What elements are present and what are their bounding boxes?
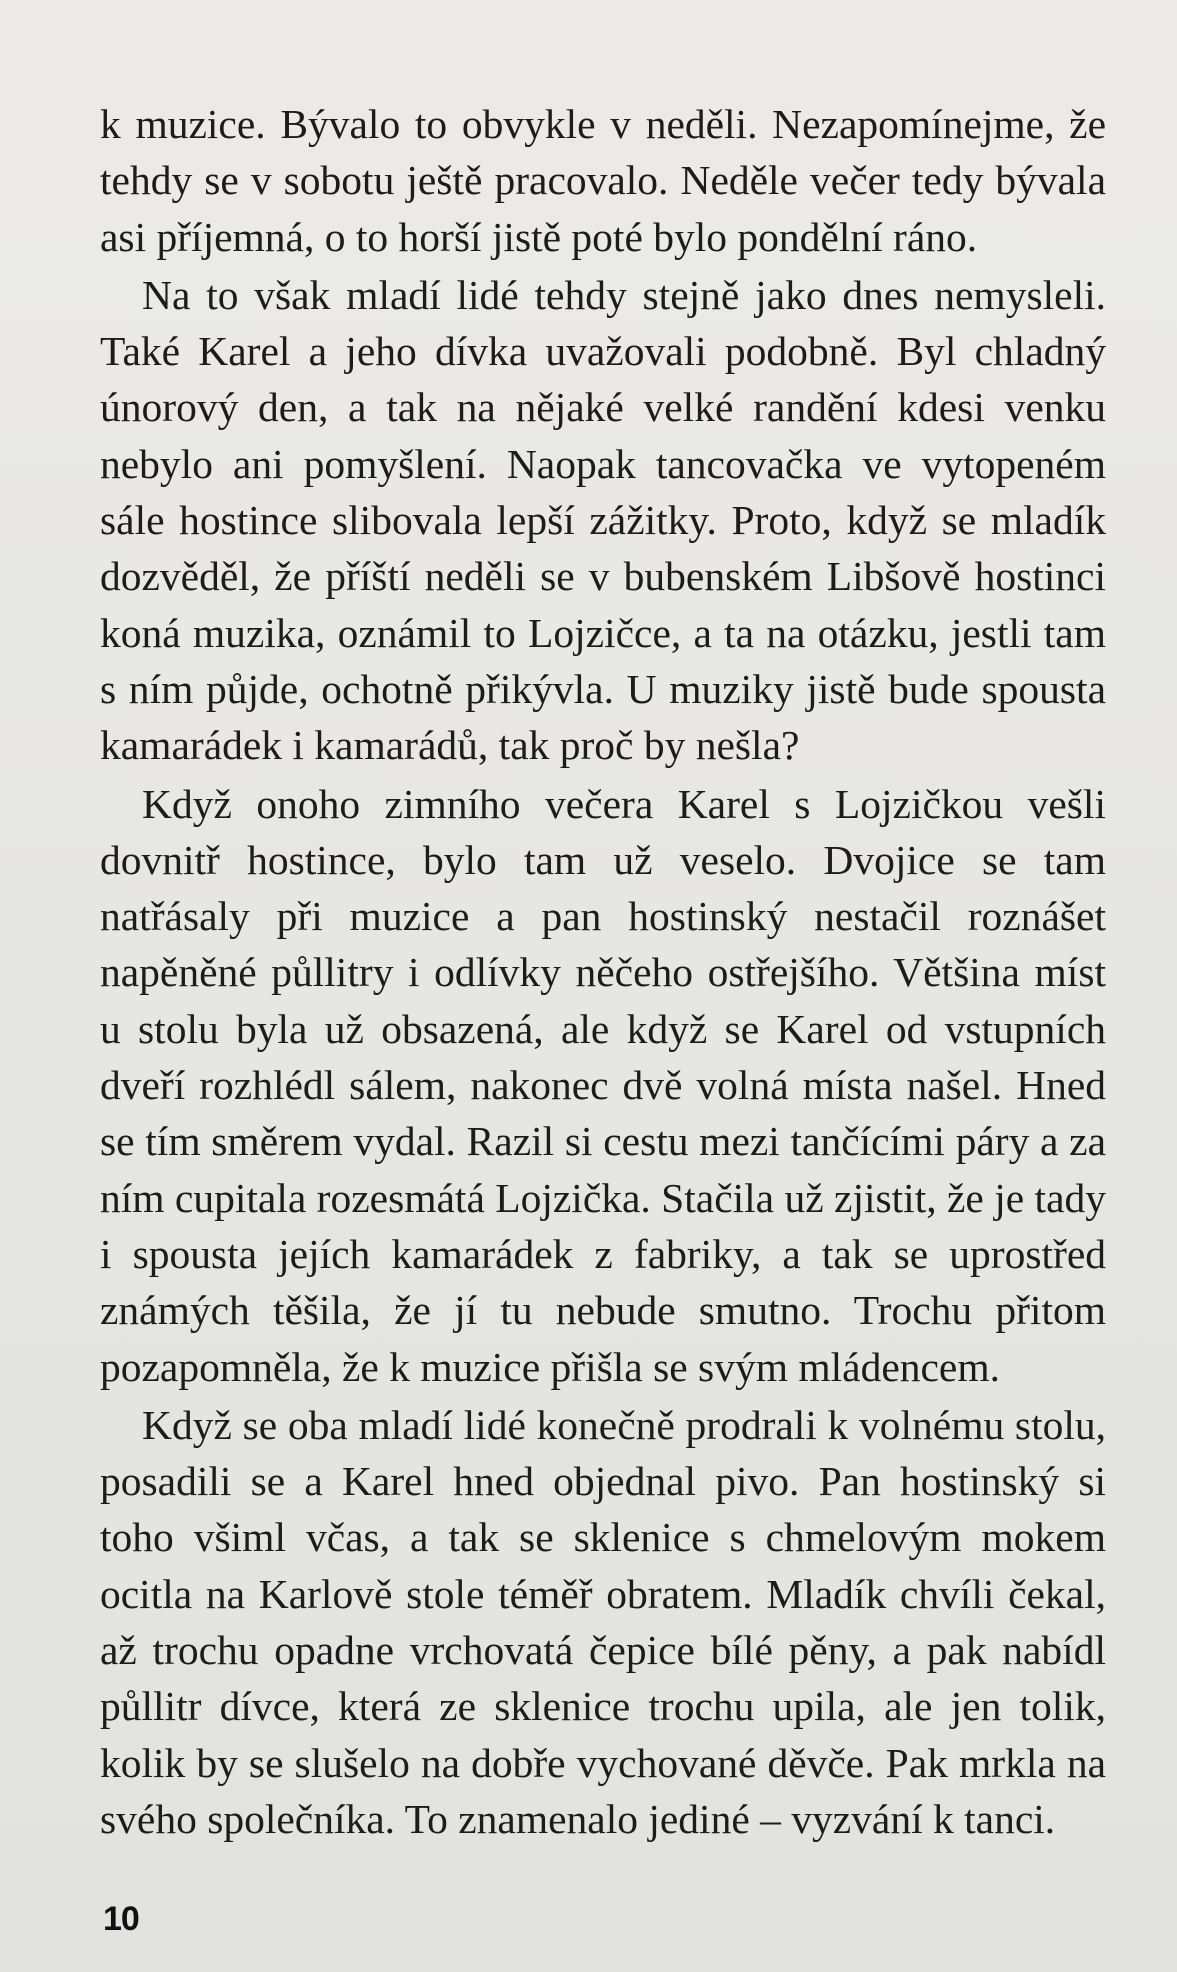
paragraph-1: k muzice. Bývalo to obvykle v neděli. Nezapomínejme, že tehdy se v sobotu ještě pracovalo. Neděle večer tedy bývala asi příjemná, o to horší jistě poté bylo pondělní ráno.: [100, 101, 1106, 260]
body-text: [100, 96, 1106, 1847]
paragraph-2: Na to však mladí lidé tehdy stejně jako dnes nemysleli. Také Karel a jeho dívka uvažovali podobně. Byl chladný únorový den, a tak na nějaké velké randění kdesi venku nebylo ani pomyšlení. Naopak tancovačka ve vytopeném sále hostince slibovala lepší zážitky. Proto, když se mladík dozvěděl, že příští neděli se v bubenském Libšově hostinci koná muzika, oznámil to Lojzičce, a ta na otázku, jestli tam s ním půjde, ochotně přikývla. U muziky jistě bude spousta kamarádek i kamarádů, tak proč by nešla?: [100, 271, 1106, 769]
paragraph-4: Když se oba mladí lidé konečně prodrali k volnému stolu, posadili se a Karel hned objednal pivo. Pan hostinský si toho všiml včas, a tak se sklenice s chmelovým mokem ocitla na Karlově stole téměř obratem. Mladík chvíli čekal, až trochu opadne vrchovatá čepice bílé pěny, a pak nabídl půllitr dívce, která ze sklenice trochu upila, ale jen tolik, kolik by se slušelo na dobře vychované děvče. Pak mrkla na svého společníka. To znamenalo jediné – vyzvání k tanci.: [100, 1401, 1106, 1842]
page-number: 10: [103, 1900, 139, 1938]
paragraph-3: Když onoho zimního večera Karel s Lojzičkou vešli dovnitř hostince, bylo tam už veselo. Dvojice se tam natřásaly při muzice a pan hostinský nestačil roznášet napěněné půllitry i odlívky něčeho ostřejšího. Většina míst u stolu byla už obsazená, ale když se Karel od vstupních dveří rozhlédl sálem, nakonec dvě volná místa našel. Hned se tím směrem vydal. Razil si cestu mezi tančícími páry a za ním cupitala rozesmátá Lojzička. Stačila už zjistit, že je tady i spousta jejích kamarádek z fabriky, a tak se uprostřed známých těšila, že jí tu nebude smutno. Trochu přitom pozapomněla, že k muzice přišla se svým mládencem.: [100, 780, 1106, 1390]
